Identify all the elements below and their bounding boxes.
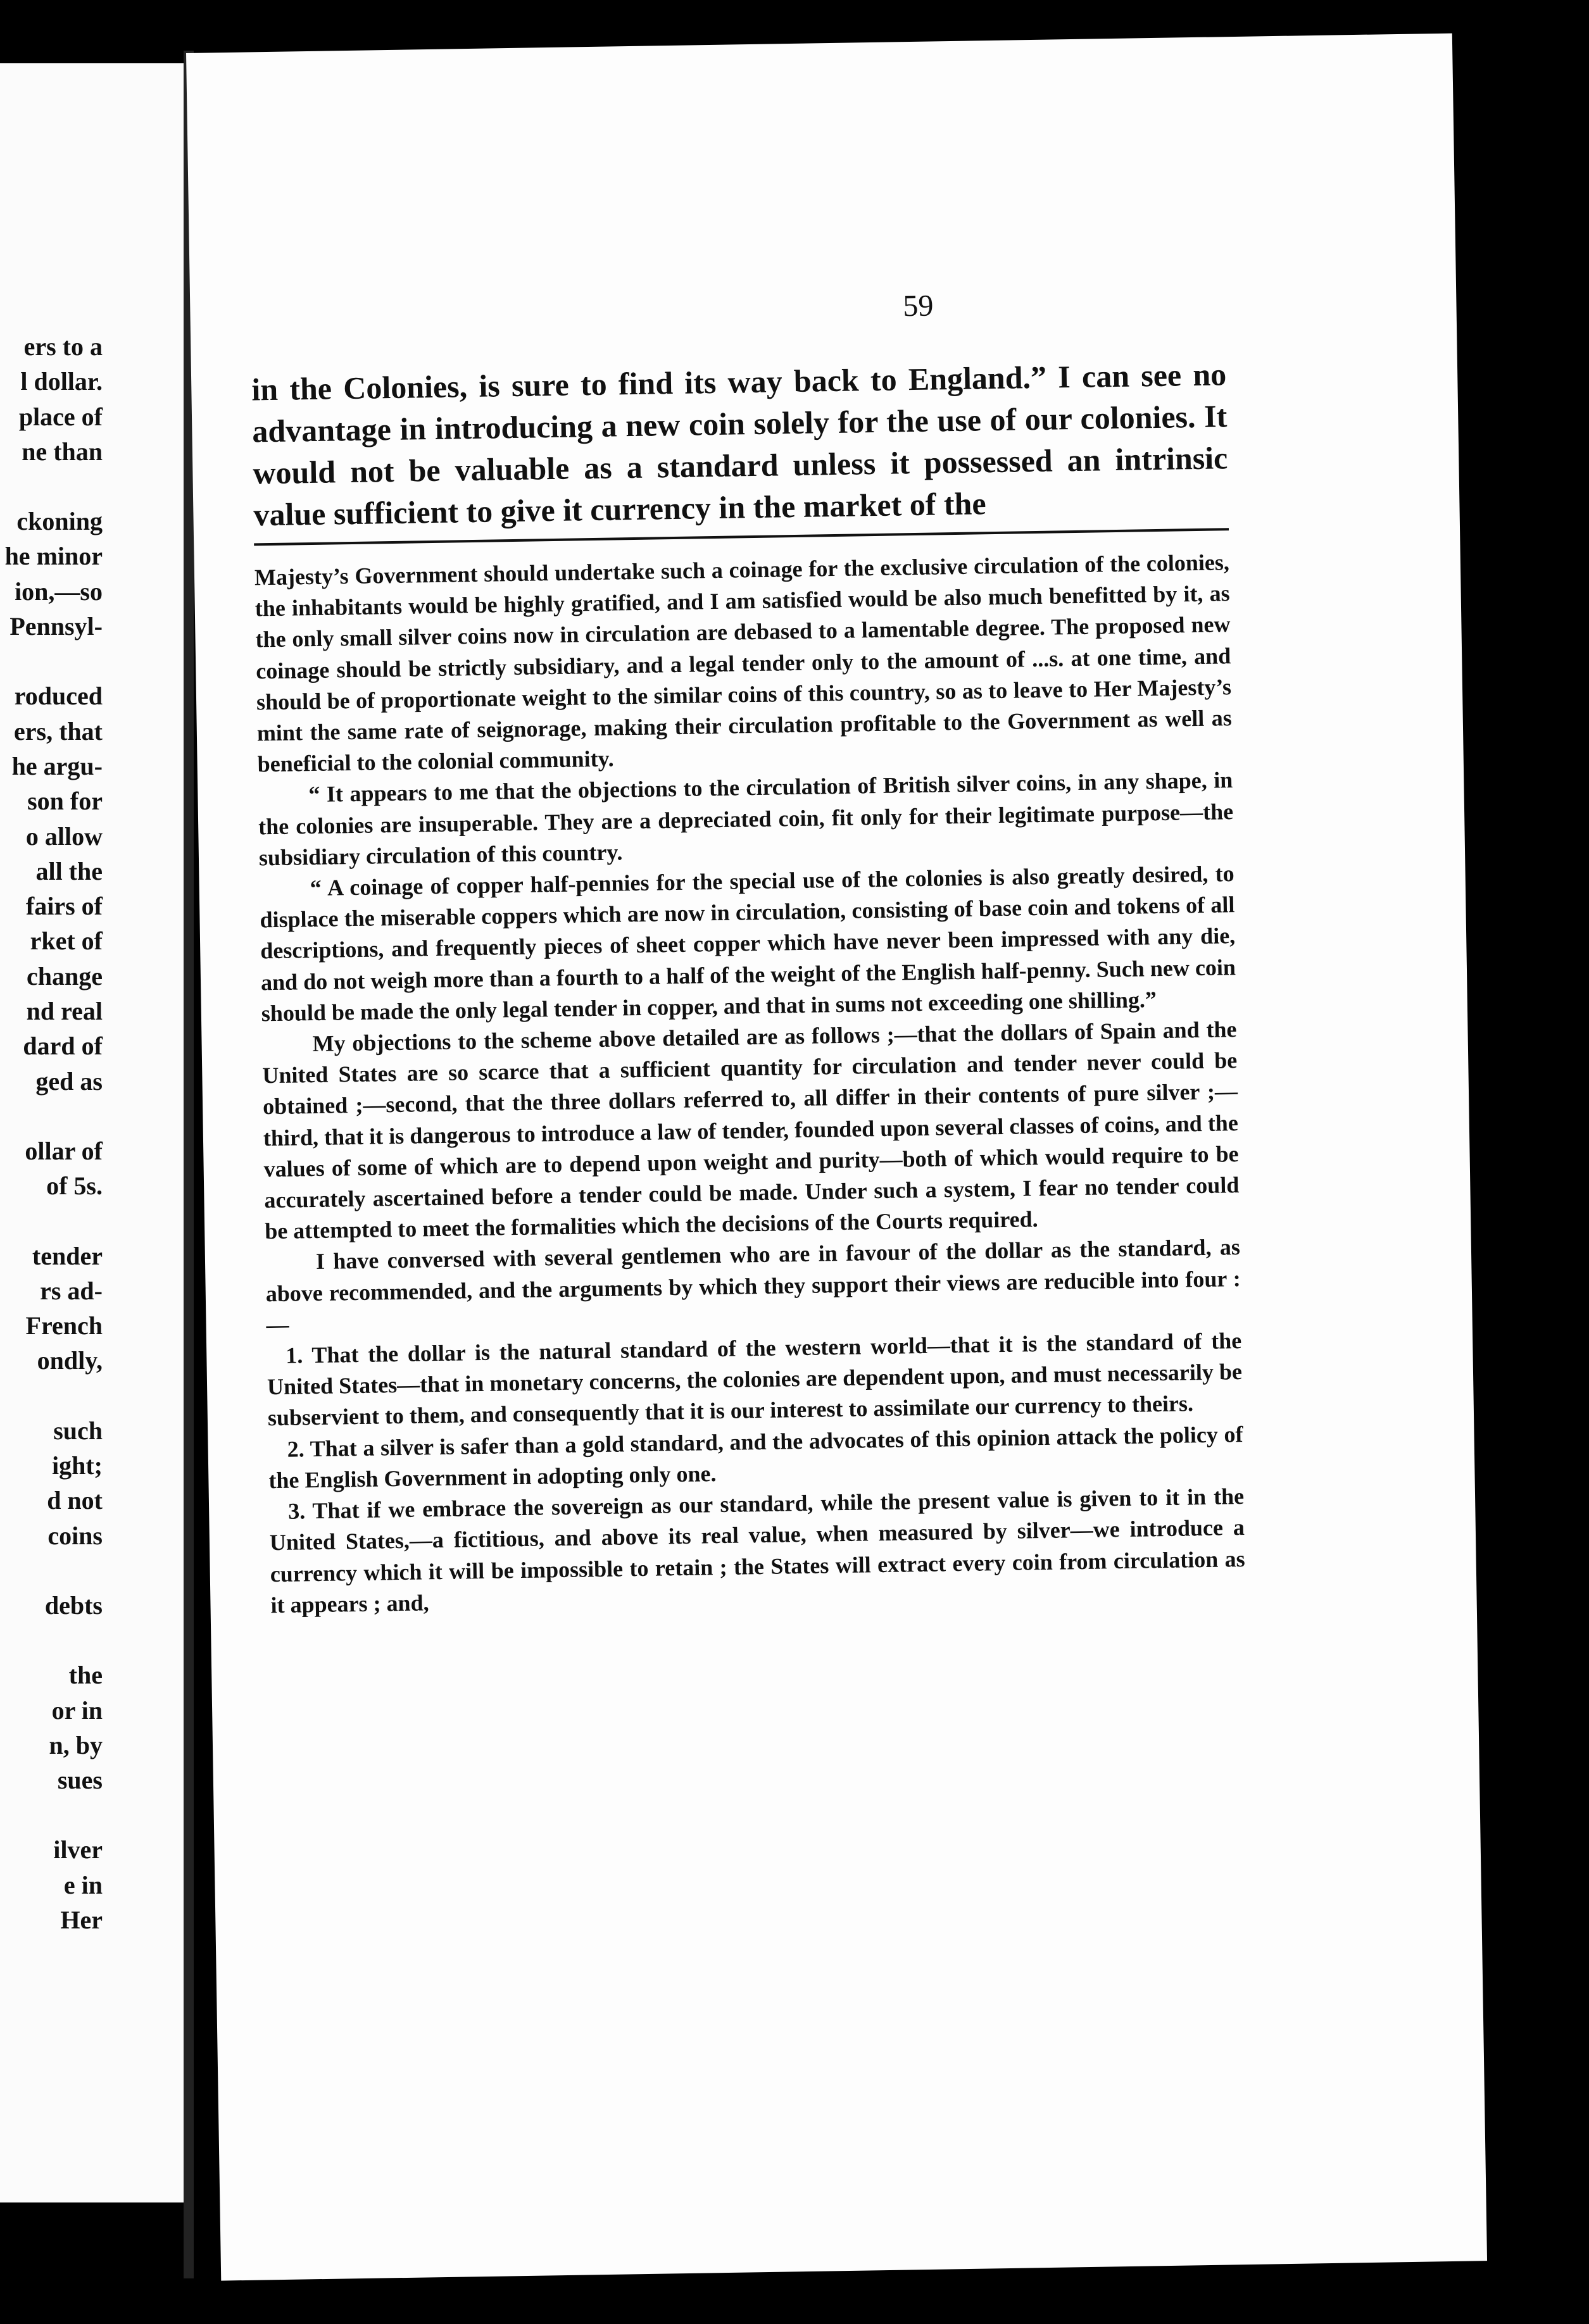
left-page-line	[5, 1099, 103, 1134]
footnote-paragraph: My objections to the scheme above detailed are as follows ;—that the dollars of Spain and the United States are so scarce that a sufficient quantity for circulation and tender never could be obtained ;—second, that the three dollars referred to, all differ in their contents of pure silver ;—third, that it is dangerous to introduce a law of tender, founded upon several classes of coins, and the values of some of which are to depend upon weight and purity—both of which would require to be accurately ascertained before a tender could be made. Under such a system, I fear no tender could be attempted to meet the formalities which the decisions of the Courts required.	[262, 1016, 1240, 1244]
left-page-line: nd real	[26, 997, 103, 1026]
left-page-line: he argu-	[11, 751, 103, 780]
left-page-line	[5, 1204, 103, 1239]
left-page-line: the	[68, 1661, 103, 1690]
body-text	[251, 353, 1229, 535]
footnote-paragraph: I have conversed with several gentlemen who are in favour of the dollar as the standard, as above recommended, and the arguments by which they support their views are reducible into four :—	[265, 1234, 1241, 1338]
left-page-line	[5, 1623, 103, 1658]
list-item: 2. That a silver is safer than a gold standard, and the advocates of this opinion attack the policy of the English Government in adopting only one.	[268, 1421, 1243, 1494]
page-number: 59	[903, 289, 934, 323]
main-page	[186, 34, 1487, 2281]
left-page-line: Pennsyl-	[9, 612, 103, 641]
left-page-line	[5, 1553, 103, 1588]
left-page-line	[5, 1378, 103, 1413]
left-page-line: ers, that	[14, 716, 103, 746]
left-page-line: he minor	[4, 542, 103, 571]
footnote-text	[254, 547, 1246, 1621]
left-page-line: all the	[35, 856, 103, 885]
left-page-line: tender	[32, 1241, 103, 1270]
left-page-line: ers to a	[23, 332, 103, 361]
left-page-line	[5, 644, 103, 678]
left-page-fragment	[0, 63, 190, 2202]
left-page-line: French	[25, 1311, 103, 1340]
left-page-line: ion,—so	[15, 577, 103, 606]
left-page-text	[5, 329, 103, 1937]
footnote-paragraph: Majesty’s Government should undertake such a coinage for the exclusive circulation of the colonies, the inhabitants would be highly gratified, and I am satisfied would be also much benefitted by it, as the only small silver coins now in circulation are debased to a lamentable degree. The proposed new coinage should be strictly subsidiary, and a legal tender only to the amount of ...s. at one time, and should be of proportionate weight to the similar coins of this country, so as to leave to Her Majesty’s mint the same rate of seignorage, making their circulation profitable to the Government as well as beneficial to the colonial community.	[254, 549, 1233, 777]
left-page-line	[5, 469, 103, 504]
left-page-line: ne than	[22, 437, 103, 466]
left-page-line: sues	[57, 1766, 103, 1795]
left-page-line: rs ad-	[40, 1276, 103, 1305]
left-page-line: ondly,	[37, 1346, 103, 1375]
footnote-paragraph: “ It appears to me that the objections to the circulation of British silver coins, in any shape, in the colonies are insuperable. They are a depreciated coin, fit only for their legitimate purpose—the subsidiary circulation of this country.	[258, 767, 1234, 871]
left-page-line: rket of	[30, 927, 103, 956]
left-page-line: fairs of	[25, 892, 103, 921]
left-page-line: such	[53, 1416, 103, 1445]
left-page-line: place of	[18, 402, 103, 431]
left-page-line: ollar of	[25, 1136, 103, 1165]
footnote-paragraph: “ A coinage of copper half-pennies for the special use of the colonies is also greatly desired, to displace the miserable coppers which are now in circulation, consisting of base coin and tokens of all descriptions, and frequently pieces of sheet copper which have never been impressed with any die, and do not weigh more than a fourth to a half of the weight of the English half-penny. Such new coin should be made the only legal tender in copper, and that in sums not exceeding one shilling.”	[260, 861, 1236, 1027]
left-page-line: of 5s.	[46, 1171, 103, 1201]
left-page-line: Her	[60, 1905, 103, 1934]
left-page-line: debts	[44, 1590, 103, 1620]
left-page-line: or in	[51, 1696, 103, 1725]
list-item: 1. That the dollar is the natural standard of the western world—that it is the standard of the United States—that in monetary concerns, the colonies are dependent upon, and must necessarily be subservient to them, and consequently that it is our interest to assimilate our currency to theirs.	[267, 1328, 1243, 1431]
left-page-line: ckoning	[16, 507, 103, 536]
left-page-line: o allow	[25, 822, 103, 851]
list-item: 3. That if we embrace the sovereign as our standard, while the present value is given to it in the United States,—a fictitious, and above its real value, when measured by silver—we introduce a currency which it will be impossible to retain ; the States will extract every coin from circulation as it appears ; and,	[269, 1484, 1245, 1618]
left-page-line: roduced	[14, 682, 103, 711]
left-page-line: n, by	[49, 1730, 103, 1759]
left-page-line: d not	[47, 1486, 103, 1515]
left-page-line: son for	[27, 787, 103, 816]
left-page-line: ight;	[52, 1451, 103, 1480]
left-page-line: e in	[63, 1870, 103, 1899]
left-page-line: l dollar.	[20, 367, 103, 396]
left-page-line: coins	[47, 1521, 103, 1550]
left-page-line	[5, 1797, 103, 1832]
left-page-line: dard of	[23, 1032, 103, 1061]
body-paragraph: in the Colonies, is sure to find its way back to England.” I can see no advantage in introducing a new coin solely for the use of our colonies. It would not be valuable as a standard unless it possessed an intrinsic value sufficient to give it currency in the market of the	[251, 356, 1228, 533]
left-page-line: ged as	[35, 1066, 103, 1096]
left-page-line: ilver	[53, 1835, 103, 1865]
left-page-line: change	[27, 961, 103, 990]
